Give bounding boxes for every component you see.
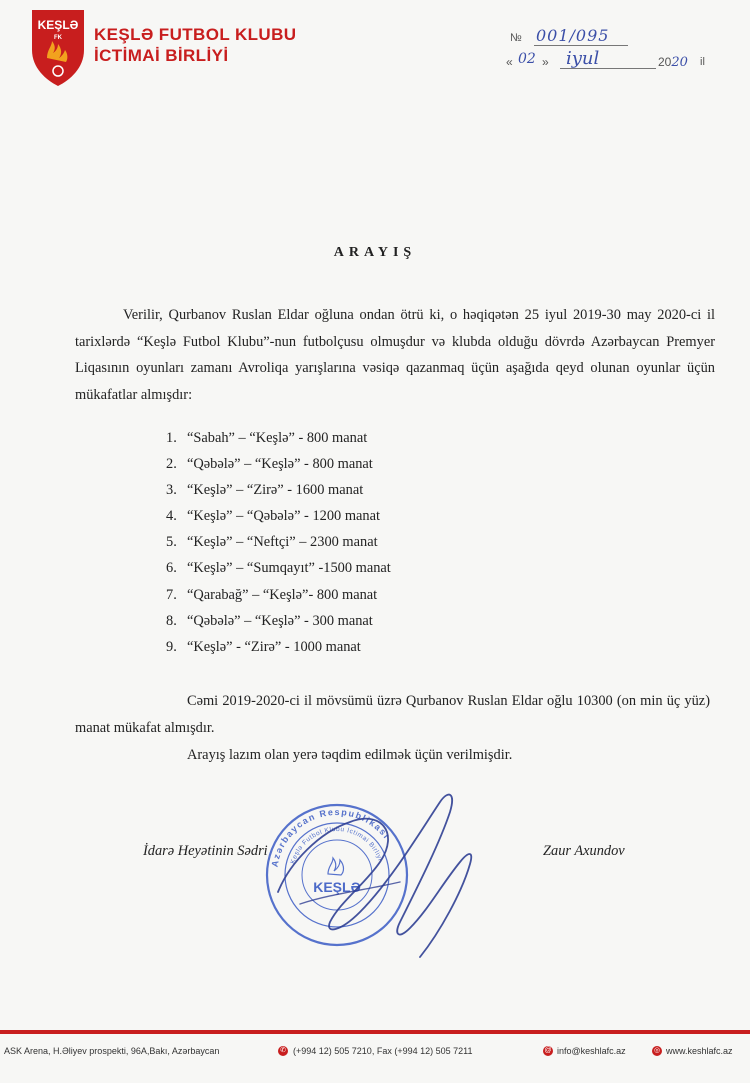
email-icon: @ (544, 1047, 552, 1054)
reference-date-line (506, 50, 726, 74)
page-footer (0, 1040, 750, 1066)
logo-sub: FK (54, 35, 62, 41)
list-item (166, 451, 391, 477)
org-name-line-2: İCTİMAİ BİRLİYİ (94, 46, 229, 65)
summary-block (75, 688, 710, 769)
reference-number: 001/095 (536, 26, 610, 45)
list-item-number: 1. (166, 430, 177, 446)
intro-text: Verilir, Qurbanov Ruslan Eldar oğluna ondan ötrü ki, o həqiqətən 25 iyul 2019-30 may 2020-ci il tarixlərdə “Keşlə Futbol Klubu”-nun futbolçusu olmuşdur və klubda olduğu dövrdə Azərbaycan Premyer Liqasının oyunları zamanı Avroliqa yarışlarına vəsiqə qazanmaq üçün aşağıda qeyd olunan oyunlar üçün mükafatlar almışdır: (75, 307, 715, 403)
summary-text: Cəmi 2019-2020-ci il mövsümü üzrə Qurbanov Ruslan Eldar oğlu 10300 (on min üç yüz) manat mükafat almışdır. (75, 693, 710, 736)
logo-text: KEŞLƏ (37, 18, 79, 32)
footer-rule (0, 1030, 750, 1034)
list-item (166, 477, 391, 503)
list-item-number: 3. (166, 482, 177, 499)
date-month-rule (560, 68, 656, 69)
list-item (166, 529, 391, 555)
date-month: iyul (566, 48, 600, 69)
list-item (166, 634, 391, 660)
intro-paragraph (75, 302, 715, 408)
list-item-number: 6. (166, 560, 177, 577)
signatory-position: İdarə Heyətinin Sədri (143, 843, 268, 859)
document-title: ARAYIŞ (333, 245, 417, 260)
date-year-prefix: 20 (658, 55, 672, 69)
date-day: 02 (518, 51, 536, 67)
list-item-text: “Keşlə” – “Zirə” - 1600 manat (187, 482, 364, 499)
seal-outer-text: Azərbaycan Respublikası (269, 806, 393, 868)
list-item (166, 582, 391, 608)
list-item-number: 7. (166, 586, 177, 603)
list-item (166, 608, 391, 634)
footer-website: www.keshlafc.az (666, 1046, 733, 1056)
list-item-number: 4. (166, 508, 177, 525)
globe-icon: ◎ (653, 1047, 661, 1054)
date-year-handwritten: 20 (671, 55, 688, 70)
seal-center-text: KEŞLƏ (313, 879, 361, 895)
organization-name (94, 24, 296, 66)
list-item-text: “Keşlə” - “Zirə” - 1000 manat (187, 638, 361, 655)
reference-number-label: № (510, 32, 522, 44)
reference-number-line (506, 26, 726, 50)
list-item (166, 555, 391, 581)
footer-address: ASK Arena, H.Əliyev prospekti, 96A,Bakı, Azərbaycan (4, 1046, 220, 1056)
reference-number-rule (534, 45, 628, 46)
list-item-text: “Keşlə” – “Sumqayıt” -1500 manat (187, 560, 391, 577)
list-item-text: “Qəbələ” – “Keşlə” - 300 manat (187, 612, 373, 629)
list-item-text: “Qarabağ” – “Keşlə”- 800 manat (187, 586, 378, 603)
signatory-name: Zaur Axundov (543, 843, 625, 859)
summary-paragraph (75, 688, 710, 742)
handwritten-signature (270, 772, 490, 962)
date-close-quote: » (542, 55, 549, 69)
date-suffix: il (700, 56, 705, 68)
list-item-number: 9. (166, 638, 177, 655)
list-item-text: “Keşlə” – “Neftçi” – 2300 manat (187, 534, 378, 551)
notice-paragraph: Arayış lazım olan yerə təqdim edilmək üçün verilmişdir. (187, 747, 513, 763)
list-item-number: 2. (166, 456, 177, 473)
phone-icon: ✆ (278, 1046, 288, 1056)
date-year (658, 55, 688, 70)
seal-inner-text: Keşlə Futbol Klubu İctimai Birliyi (289, 825, 384, 865)
list-item-number: 5. (166, 534, 177, 551)
footer-email: info@keshlafc.az (557, 1046, 626, 1056)
match-list (166, 425, 391, 660)
list-item (166, 425, 391, 451)
reference-block (506, 26, 726, 74)
list-item (166, 503, 391, 529)
list-item-number: 8. (166, 612, 177, 629)
date-open-quote: « (506, 55, 513, 69)
list-item-text: “Keşlə” – “Qəbələ” - 1200 manat (187, 508, 380, 525)
list-item-text: “Qəbələ” – “Keşlə” - 800 manat (187, 456, 373, 473)
footer-phone: (+994 12) 505 7210, Fax (+994 12) 505 7211 (293, 1046, 473, 1056)
club-logo (28, 6, 88, 88)
list-item-text: “Sabah” – “Keşlə” - 800 manat (187, 430, 368, 446)
org-name-line-1: KEŞLƏ FUTBOL KLUBU (94, 25, 297, 44)
